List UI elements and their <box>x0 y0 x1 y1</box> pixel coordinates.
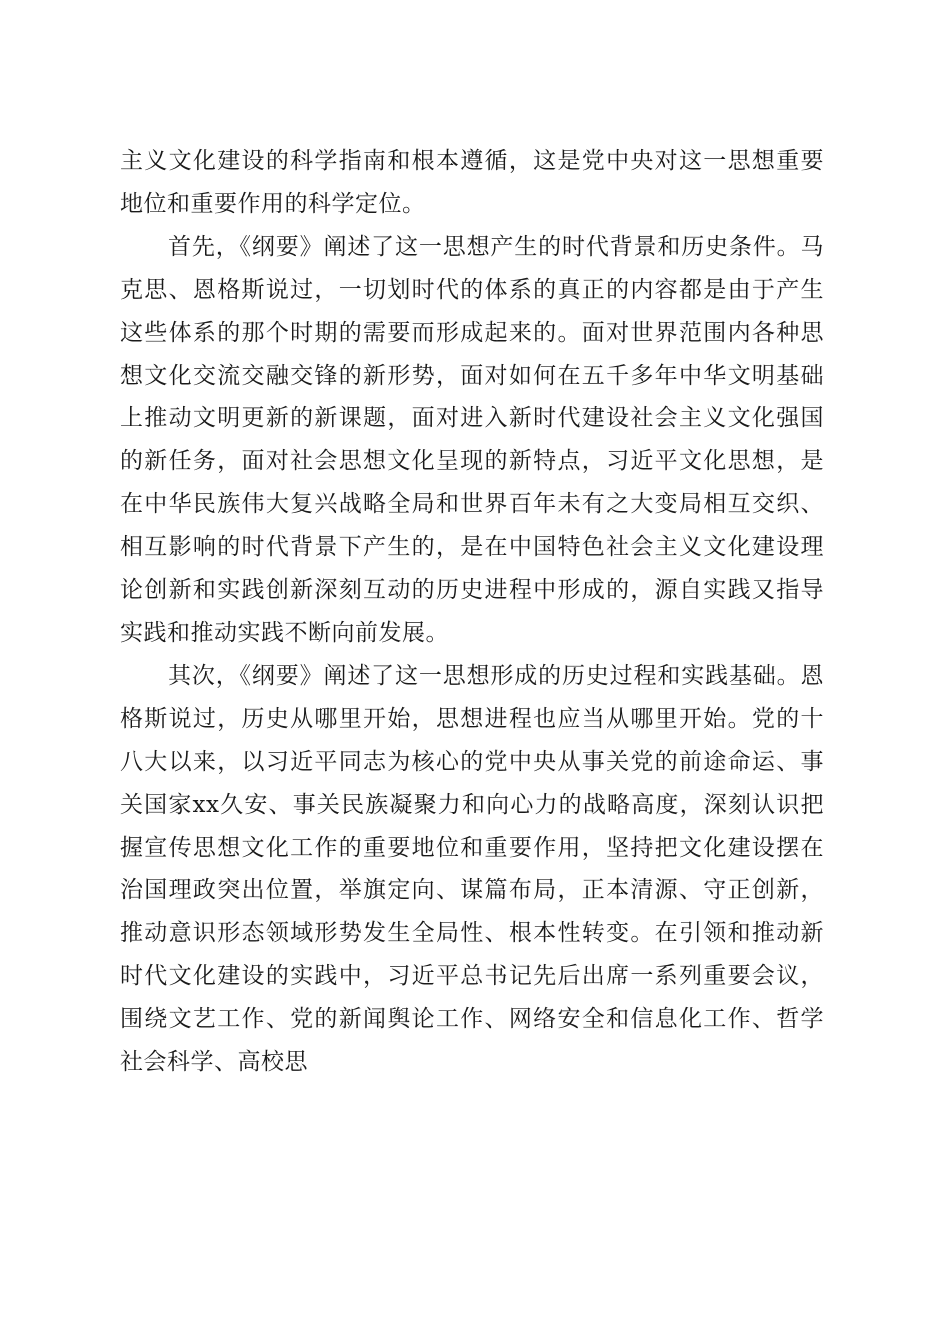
document-body <box>120 140 824 1084</box>
paragraph-second: 其次，《纲要》阐述了这一思想形成的历史过程和实践基础。恩格斯说过，历史从哪里开始，思想进程也应当从哪里开始。党的十八大以来，以习近平同志为核心的党中央从事关党的前途命运、事关国家xx久安、事关民族凝聚力和向心力的战略高度，深刻认识把握宣传思想文化工作的重要地位和重要作用，坚持把文化建设摆在治国理政突出位置，举旗定向、谋篇布局，正本清源、守正创新，推动意识形态领域形势发生全局性、根本性转变。在引领和推动新时代文化建设的实践中，习近平总书记先后出席一系列重要会议，围绕文艺工作、党的新闻舆论工作、网络安全和信息化工作、哲学社会科学、高校思 <box>120 662 824 1076</box>
paragraph-continuation: 主义文化建设的科学指南和根本遵循，这是党中央对这一思想重要地位和重要作用的科学定位。 <box>120 148 824 217</box>
paragraph-first: 首先，《纲要》阐述了这一思想产生的时代背景和历史条件。马克思、恩格斯说过，一切划时代的体系的真正的内容都是由于产生这些体系的那个时期的需要而形成起来的。面对世界范围内各种思想文化交流交融交锋的新形势，面对如何在五千多年中华文明基础上推动文明更新的新课题，面对进入新时代建设社会主义文化强国的新任务，面对社会思想文化呈现的新特点，习近平文化思想，是在中华民族伟大复兴战略全局和世界百年未有之大变局相互交织、相互影响的时代背景下产生的，是在中国特色社会主义文化建设理论创新和实践创新深刻互动的历史进程中形成的，源自实践又指导实践和推动实践不断向前发展。 <box>120 233 824 646</box>
